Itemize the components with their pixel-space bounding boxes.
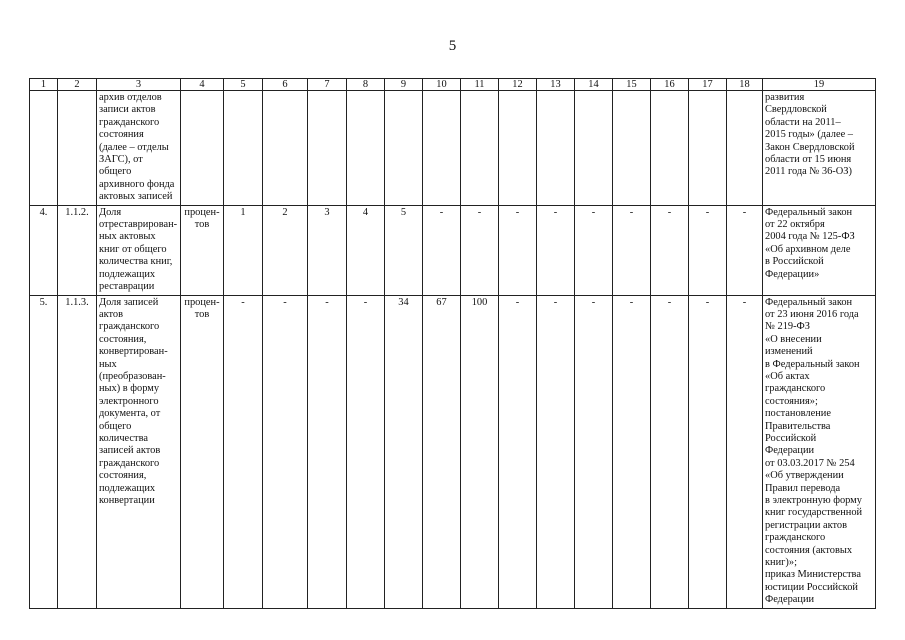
value-cell: - (263, 295, 308, 608)
header-cell: 13 (537, 79, 575, 91)
header-cell: 2 (58, 79, 97, 91)
row-number-cell: 4. (30, 205, 58, 295)
code-cell: 1.1.2. (58, 205, 97, 295)
value-cell (537, 91, 575, 206)
header-cell: 6 (263, 79, 308, 91)
value-cell (263, 91, 308, 206)
header-cell: 9 (385, 79, 423, 91)
value-cell (461, 91, 499, 206)
indicator-name-cell: Доля записей актов гражданского состояния, конвертирован- ных (преобразован- ных) в форму электронного документа, от общего количества записей актов гражданского состояния, подлежащих конвертации (97, 295, 181, 608)
value-cell: - (224, 295, 263, 608)
header-cell: 19 (763, 79, 876, 91)
unit-cell: процен- тов (181, 205, 224, 295)
table-row (30, 91, 876, 206)
value-cell: - (537, 205, 575, 295)
unit-cell: процен- тов (181, 295, 224, 608)
value-cell: - (727, 205, 763, 295)
legal-basis-cell: Федеральный закон от 22 октября 2004 года № 125-ФЗ «Об архивном деле в Российской Федерации» (763, 205, 876, 295)
value-cell (727, 91, 763, 206)
header-cell: 17 (689, 79, 727, 91)
legal-basis-cell: Федеральный закон от 23 июня 2016 года № 219-ФЗ «О внесении изменений в Федеральный закон «Об актах гражданского состояния»; постановление Правительства Российской Федерации от 03.03.2017 № 254 «Об утверждении Правил перевода в электронную форму книг государственной регистрации актов гражданского состояния (актовых книг)»; приказ Министерства юстиции Российской Федерации (763, 295, 876, 608)
row-number-cell (30, 91, 58, 206)
legal-basis-cell: развития Свердловской области на 2011– 2015 годы» (далее – Закон Свердловской области от 15 июня 2011 года № 36-ОЗ) (763, 91, 876, 206)
value-cell: 2 (263, 205, 308, 295)
value-cell: - (423, 205, 461, 295)
page-number: 5 (448, 38, 457, 54)
header-cell: 8 (347, 79, 385, 91)
value-cell: - (499, 295, 537, 608)
value-cell (499, 91, 537, 206)
table-row (30, 205, 876, 295)
code-cell: 1.1.3. (58, 295, 97, 608)
value-cell (385, 91, 423, 206)
value-cell: 34 (385, 295, 423, 608)
value-cell: 3 (308, 205, 347, 295)
header-cell: 1 (30, 79, 58, 91)
value-cell: - (575, 205, 613, 295)
value-cell: - (727, 295, 763, 608)
table-header-row (30, 79, 876, 91)
header-cell: 18 (727, 79, 763, 91)
value-cell: - (499, 205, 537, 295)
header-cell: 12 (499, 79, 537, 91)
header-cell: 7 (308, 79, 347, 91)
value-cell (347, 91, 385, 206)
value-cell: - (308, 295, 347, 608)
header-cell: 11 (461, 79, 499, 91)
value-cell: - (347, 295, 385, 608)
value-cell: 67 (423, 295, 461, 608)
value-cell: 1 (224, 205, 263, 295)
value-cell: - (537, 295, 575, 608)
value-cell: 4 (347, 205, 385, 295)
value-cell: - (613, 205, 651, 295)
value-cell (308, 91, 347, 206)
header-cell: 10 (423, 79, 461, 91)
value-cell (613, 91, 651, 206)
unit-cell (181, 91, 224, 206)
value-cell: - (651, 295, 689, 608)
header-cell: 14 (575, 79, 613, 91)
value-cell: - (689, 295, 727, 608)
indicators-table (29, 78, 876, 609)
indicator-name-cell: архив отделов записи актов гражданского состояния (далее – отделы ЗАГС), от общего архивного фонда актовых записей (97, 91, 181, 206)
value-cell: - (575, 295, 613, 608)
value-cell (423, 91, 461, 206)
indicator-name-cell: Доля отреставрирован- ных актовых книг от общего количества книг, подлежащих реставрации (97, 205, 181, 295)
value-cell: - (461, 205, 499, 295)
header-cell: 4 (181, 79, 224, 91)
code-cell (58, 91, 97, 206)
header-cell: 16 (651, 79, 689, 91)
value-cell: - (689, 205, 727, 295)
value-cell (651, 91, 689, 206)
value-cell (575, 91, 613, 206)
value-cell: 5 (385, 205, 423, 295)
table-row (30, 295, 876, 608)
value-cell (224, 91, 263, 206)
header-cell: 3 (97, 79, 181, 91)
value-cell: 100 (461, 295, 499, 608)
value-cell: - (613, 295, 651, 608)
value-cell (689, 91, 727, 206)
value-cell: - (651, 205, 689, 295)
header-cell: 5 (224, 79, 263, 91)
header-cell: 15 (613, 79, 651, 91)
row-number-cell: 5. (30, 295, 58, 608)
